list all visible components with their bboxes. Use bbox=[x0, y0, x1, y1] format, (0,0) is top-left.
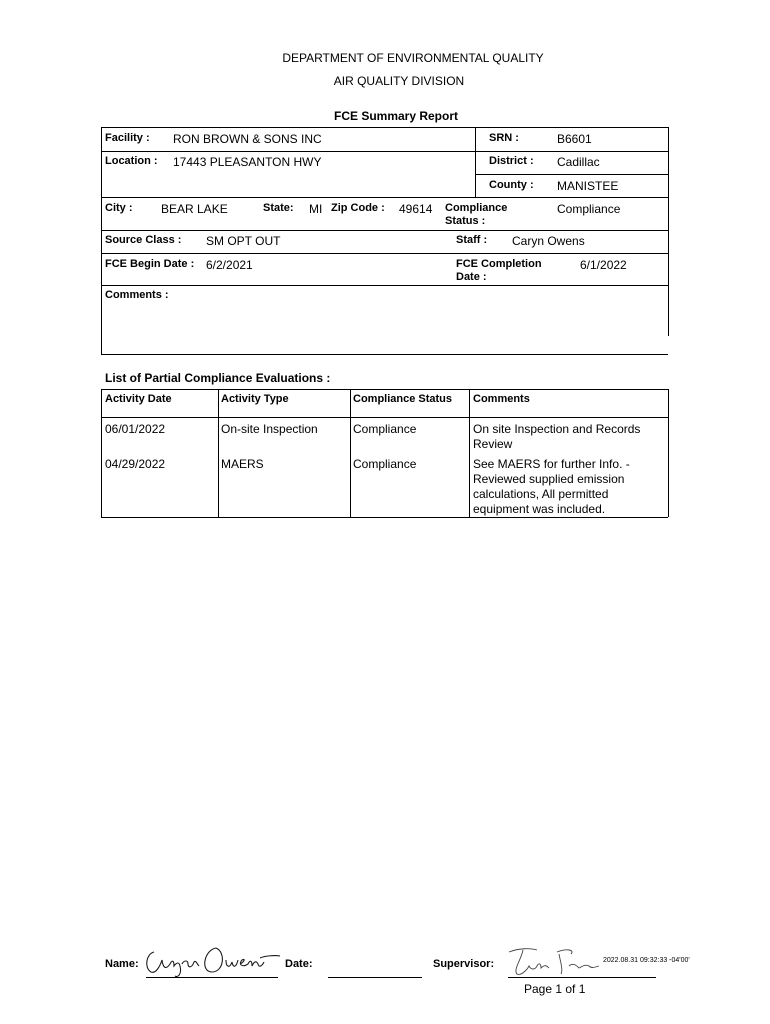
table-cell: Compliance bbox=[353, 422, 417, 436]
location-label: Location : bbox=[105, 155, 158, 167]
county-value: MANISTEE bbox=[557, 179, 619, 193]
table-cell: On-site Inspection bbox=[221, 422, 318, 436]
staff-value: Caryn Owens bbox=[512, 234, 585, 248]
table-cell: MAERS bbox=[221, 457, 264, 471]
state-value: MI bbox=[309, 202, 323, 216]
compliance-status-label-line2: Status : bbox=[445, 215, 486, 227]
source-class-value: SM OPT OUT bbox=[206, 234, 281, 248]
column-header: Compliance Status bbox=[353, 393, 453, 405]
zip-label: Zip Code : bbox=[331, 202, 385, 214]
district-label: District : bbox=[489, 155, 534, 167]
county-label: County : bbox=[489, 179, 534, 191]
facility-label: Facility : bbox=[105, 132, 150, 144]
city-value: BEAR LAKE bbox=[161, 202, 228, 216]
column-header: Activity Type bbox=[221, 393, 289, 405]
supervisor-signature-image bbox=[505, 940, 605, 980]
date-line bbox=[328, 977, 422, 978]
srn-label: SRN : bbox=[489, 132, 519, 144]
fce-completion-label-line2: Date : bbox=[456, 271, 487, 283]
location-value: 17443 PLEASANTON HWY bbox=[173, 155, 322, 169]
fce-begin-label: FCE Begin Date : bbox=[105, 258, 195, 270]
name-signature-image bbox=[142, 938, 282, 978]
zip-value: 49614 bbox=[399, 202, 433, 216]
city-label: City : bbox=[105, 202, 133, 214]
state-label: State: bbox=[263, 202, 294, 214]
column-header: Activity Date bbox=[105, 393, 172, 405]
facility-value: RON BROWN & SONS INC bbox=[173, 132, 322, 146]
source-class-label: Source Class : bbox=[105, 234, 182, 246]
column-header: Comments bbox=[473, 393, 530, 405]
fce-completion-value: 6/1/2022 bbox=[580, 258, 627, 272]
digital-signature-stamp: 2022.08.31 09:32:33 -04'00' bbox=[603, 957, 690, 964]
table-cell: 06/01/2022 bbox=[105, 422, 166, 436]
compliance-status-label-line1: Compliance bbox=[445, 202, 508, 214]
report-title: FCE Summary Report bbox=[333, 109, 459, 123]
department-title: DEPARTMENT OF ENVIRONMENTAL QUALITY bbox=[282, 51, 544, 65]
page-number: Page 1 of 1 bbox=[524, 982, 586, 996]
comments-label: Comments : bbox=[105, 289, 169, 301]
supervisor-label: Supervisor: bbox=[433, 958, 495, 970]
table-cell: 04/29/2022 bbox=[105, 457, 166, 471]
district-value: Cadillac bbox=[557, 155, 600, 169]
fce-completion-label-line1: FCE Completion bbox=[456, 258, 542, 270]
table-cell: See MAERS for further Info. - Reviewed supplied emission calculations, All permitted equipment was included. bbox=[473, 457, 630, 516]
date-label: Date: bbox=[285, 958, 313, 970]
table-cell: Compliance bbox=[353, 457, 417, 471]
srn-value: B6601 bbox=[557, 132, 592, 146]
pce-list-title: List of Partial Compliance Evaluations : bbox=[105, 371, 331, 385]
compliance-status-value: Compliance bbox=[557, 202, 621, 216]
table-cell: On site Inspection and Records Review bbox=[473, 422, 641, 451]
name-label: Name: bbox=[105, 958, 139, 970]
staff-label: Staff : bbox=[456, 234, 488, 246]
fce-begin-value: 6/2/2021 bbox=[206, 258, 253, 272]
division-title: AIR QUALITY DIVISION bbox=[333, 74, 465, 88]
